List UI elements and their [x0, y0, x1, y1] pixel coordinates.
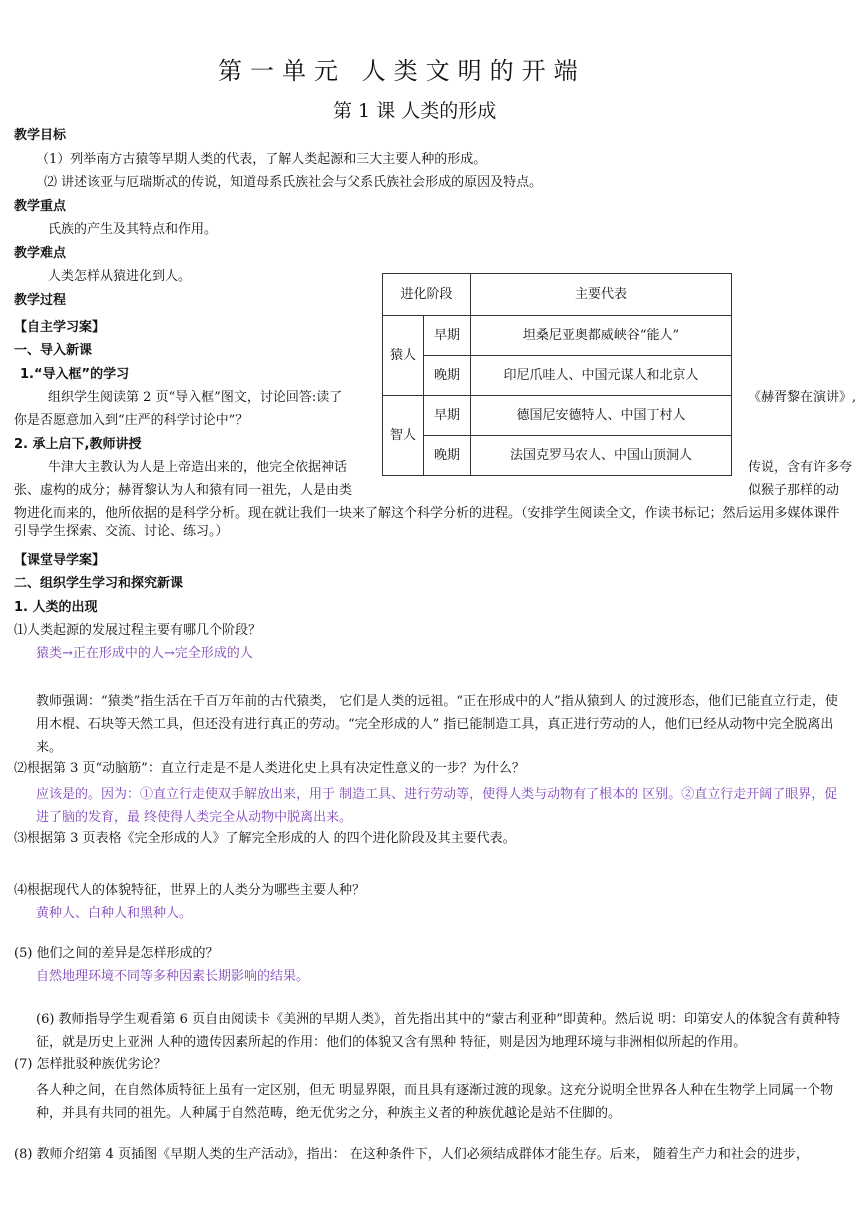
table-cell-rep-1: 坦桑尼亚奥都威峡谷“能人”	[471, 316, 732, 356]
table-group-homo-sapiens: 智人	[383, 396, 424, 476]
process-heading: 教学过程	[14, 293, 67, 308]
table-stage-late: 晚期	[424, 436, 471, 476]
table-group-ape-man: 猿人	[383, 316, 424, 396]
unit-title: 第一单元 人类文明的开端	[218, 57, 586, 85]
question-2: ⑵根据第 3 页“动脑筋”：直立行走是不是人类进化史上具有决定性意义的一步？为什么？	[14, 761, 525, 776]
class-guide-heading: 【课堂导学案】	[14, 553, 106, 568]
section-1-2-heading: 2. 承上启下,教师讲授	[14, 437, 142, 452]
lecture-text-a: 牛津大主教认为人是上帝造出来的，他完全依据神话	[48, 460, 348, 475]
section-1-1-heading: 1.“导入框”的学习	[20, 367, 130, 382]
section-1-heading: 一、导入新课	[14, 343, 93, 358]
question-7: (7) 怎样批驳种族优劣论？	[14, 1057, 167, 1072]
paragraph-7: 各人种之间，在自然体质特征上虽有一定区别，但无 明显界限，而且具有逐渐过渡的现象。这充分说明全世界各人种在生物学上同属一个物种，并具有共同的祖先。人种属于自然范畴，绝无优劣之分，种族主义者的种族优越论是站不住脚的。	[36, 1083, 834, 1121]
table-cell-rep-4: 法国克罗马农人、中国山顶洞人	[471, 436, 732, 476]
teacher-note: 教师强调：“猿类”指生活在千百万年前的古代猿类， 它们是人类的远祖。“正在形成中的人”指从猿到人 的过渡形态，他们已能直立行走，使用木棍、石块等天然工具，但还没有进行真正的劳动。“完全形成的人” 指已能制造工具，真正进行劳动的人，他们已经从动物中完全脱离出来。	[36, 694, 838, 755]
answer-1: 猿类→正在形成中的人→完全形成的人	[36, 646, 253, 661]
table-cell-rep-2: 印尼爪哇人、中国元谋人和北京人	[471, 356, 732, 396]
paragraph-8: (8) 教师介绍第 4 页插图《早期人类的生产活动》，指出： 在这种条件下，人们必须结成群体才能生存。后来， 随着生产力和社会的进步，	[14, 1147, 809, 1162]
goals-heading: 教学目标	[14, 128, 67, 143]
intro-text-a: 组织学生阅读第 2 页“导入框”图文，讨论回答:读了	[48, 390, 343, 405]
table-header-stage: 进化阶段	[383, 274, 471, 316]
section-2-heading: 二、组织学生学习和探究新课	[14, 576, 184, 591]
answer-4: 黄种人、白种人和黑种人。	[36, 906, 193, 921]
question-1: ⑴人类起源的发展过程主要有哪几个阶段？	[14, 623, 262, 638]
difficulty-heading: 教学难点	[14, 246, 67, 261]
answer-2: 应该是的。因为：①直立行走使双手解放出来，用于 制造工具、进行劳动等，使得人类与动物有了根本的 区别。②直立行走开阔了眼界，促进了脑的发育，最 终使得人类完全从动物中脱离出来。	[36, 787, 838, 825]
lecture-text-e: 物进化而来的，他所依据的是科学分析。现在就让我们一块来了解这个科学分析的进程。（安排学生阅读全文，作读书标记；然后运用多媒体课件引导学生探索、交流、讨论、练习。）	[14, 506, 840, 539]
table-cell-rep-3: 德国尼安德特人、中国丁村人	[471, 396, 732, 436]
lecture-text-c: 张、虚构的成分；赫胥黎认为人和猿有同一祖先，人是由类	[14, 483, 353, 498]
goal-1: （1）列举南方古猿等早期人类的代表，了解人类起源和三大主要人种的形成。	[36, 152, 487, 167]
question-5: (5) 他们之间的差异是怎样形成的？	[14, 946, 219, 961]
question-3: ⑶根据第 3 页表格《完全形成的人》了解完全形成的人 的四个进化阶段及其主要代表。	[14, 831, 516, 846]
focus-heading: 教学重点	[14, 199, 67, 214]
goal-2: ⑵ 讲述该亚与厄瑞斯忒的传说，知道母系氏族社会与父系氏族社会形成的原因及特点。	[44, 175, 543, 190]
table-stage-early: 早期	[424, 316, 471, 356]
intro-text-c: 你是否愿意加入到“庄严的科学讨论中”？	[14, 413, 249, 428]
lecture-text-b: 传说，含有许多夸	[748, 460, 853, 475]
paragraph-6: (6) 教师指导学生观看第 6 页自由阅读卡《美洲的早期人类》，首先指出其中的“蒙古利亚种”即黄种。然后说 明：印第安人的体貌含有黄种特征，就是历史上亚洲 人种的遗传因素所起的作用：他们的体貌又含有黑种 特征，则是因为地理环境与非洲相似所起的作用。	[36, 1012, 841, 1050]
evolution-table	[382, 273, 732, 476]
answer-5: 自然地理环境不同等多种因素长期影响的结果。	[36, 969, 310, 984]
table-stage-early: 早期	[424, 396, 471, 436]
lecture-text-d: 似猴子那样的动	[748, 483, 840, 498]
difficulty-text: 人类怎样从猿进化到人。	[48, 269, 192, 284]
self-study-heading: 【自主学习案】	[14, 320, 106, 335]
lesson-title: 第 1 课 人类的形成	[333, 100, 497, 122]
intro-text-b: 《赫胥黎在演讲》,	[748, 390, 857, 405]
question-4: ⑷根据现代人的体貌特征，世界上的人类分为哪些主要人种？	[14, 883, 366, 898]
focus-text: 氏族的产生及其特点和作用。	[48, 222, 218, 237]
table-header-representative: 主要代表	[471, 274, 732, 316]
section-2-1-heading: 1. 人类的出现	[14, 600, 98, 615]
table-stage-late: 晚期	[424, 356, 471, 396]
